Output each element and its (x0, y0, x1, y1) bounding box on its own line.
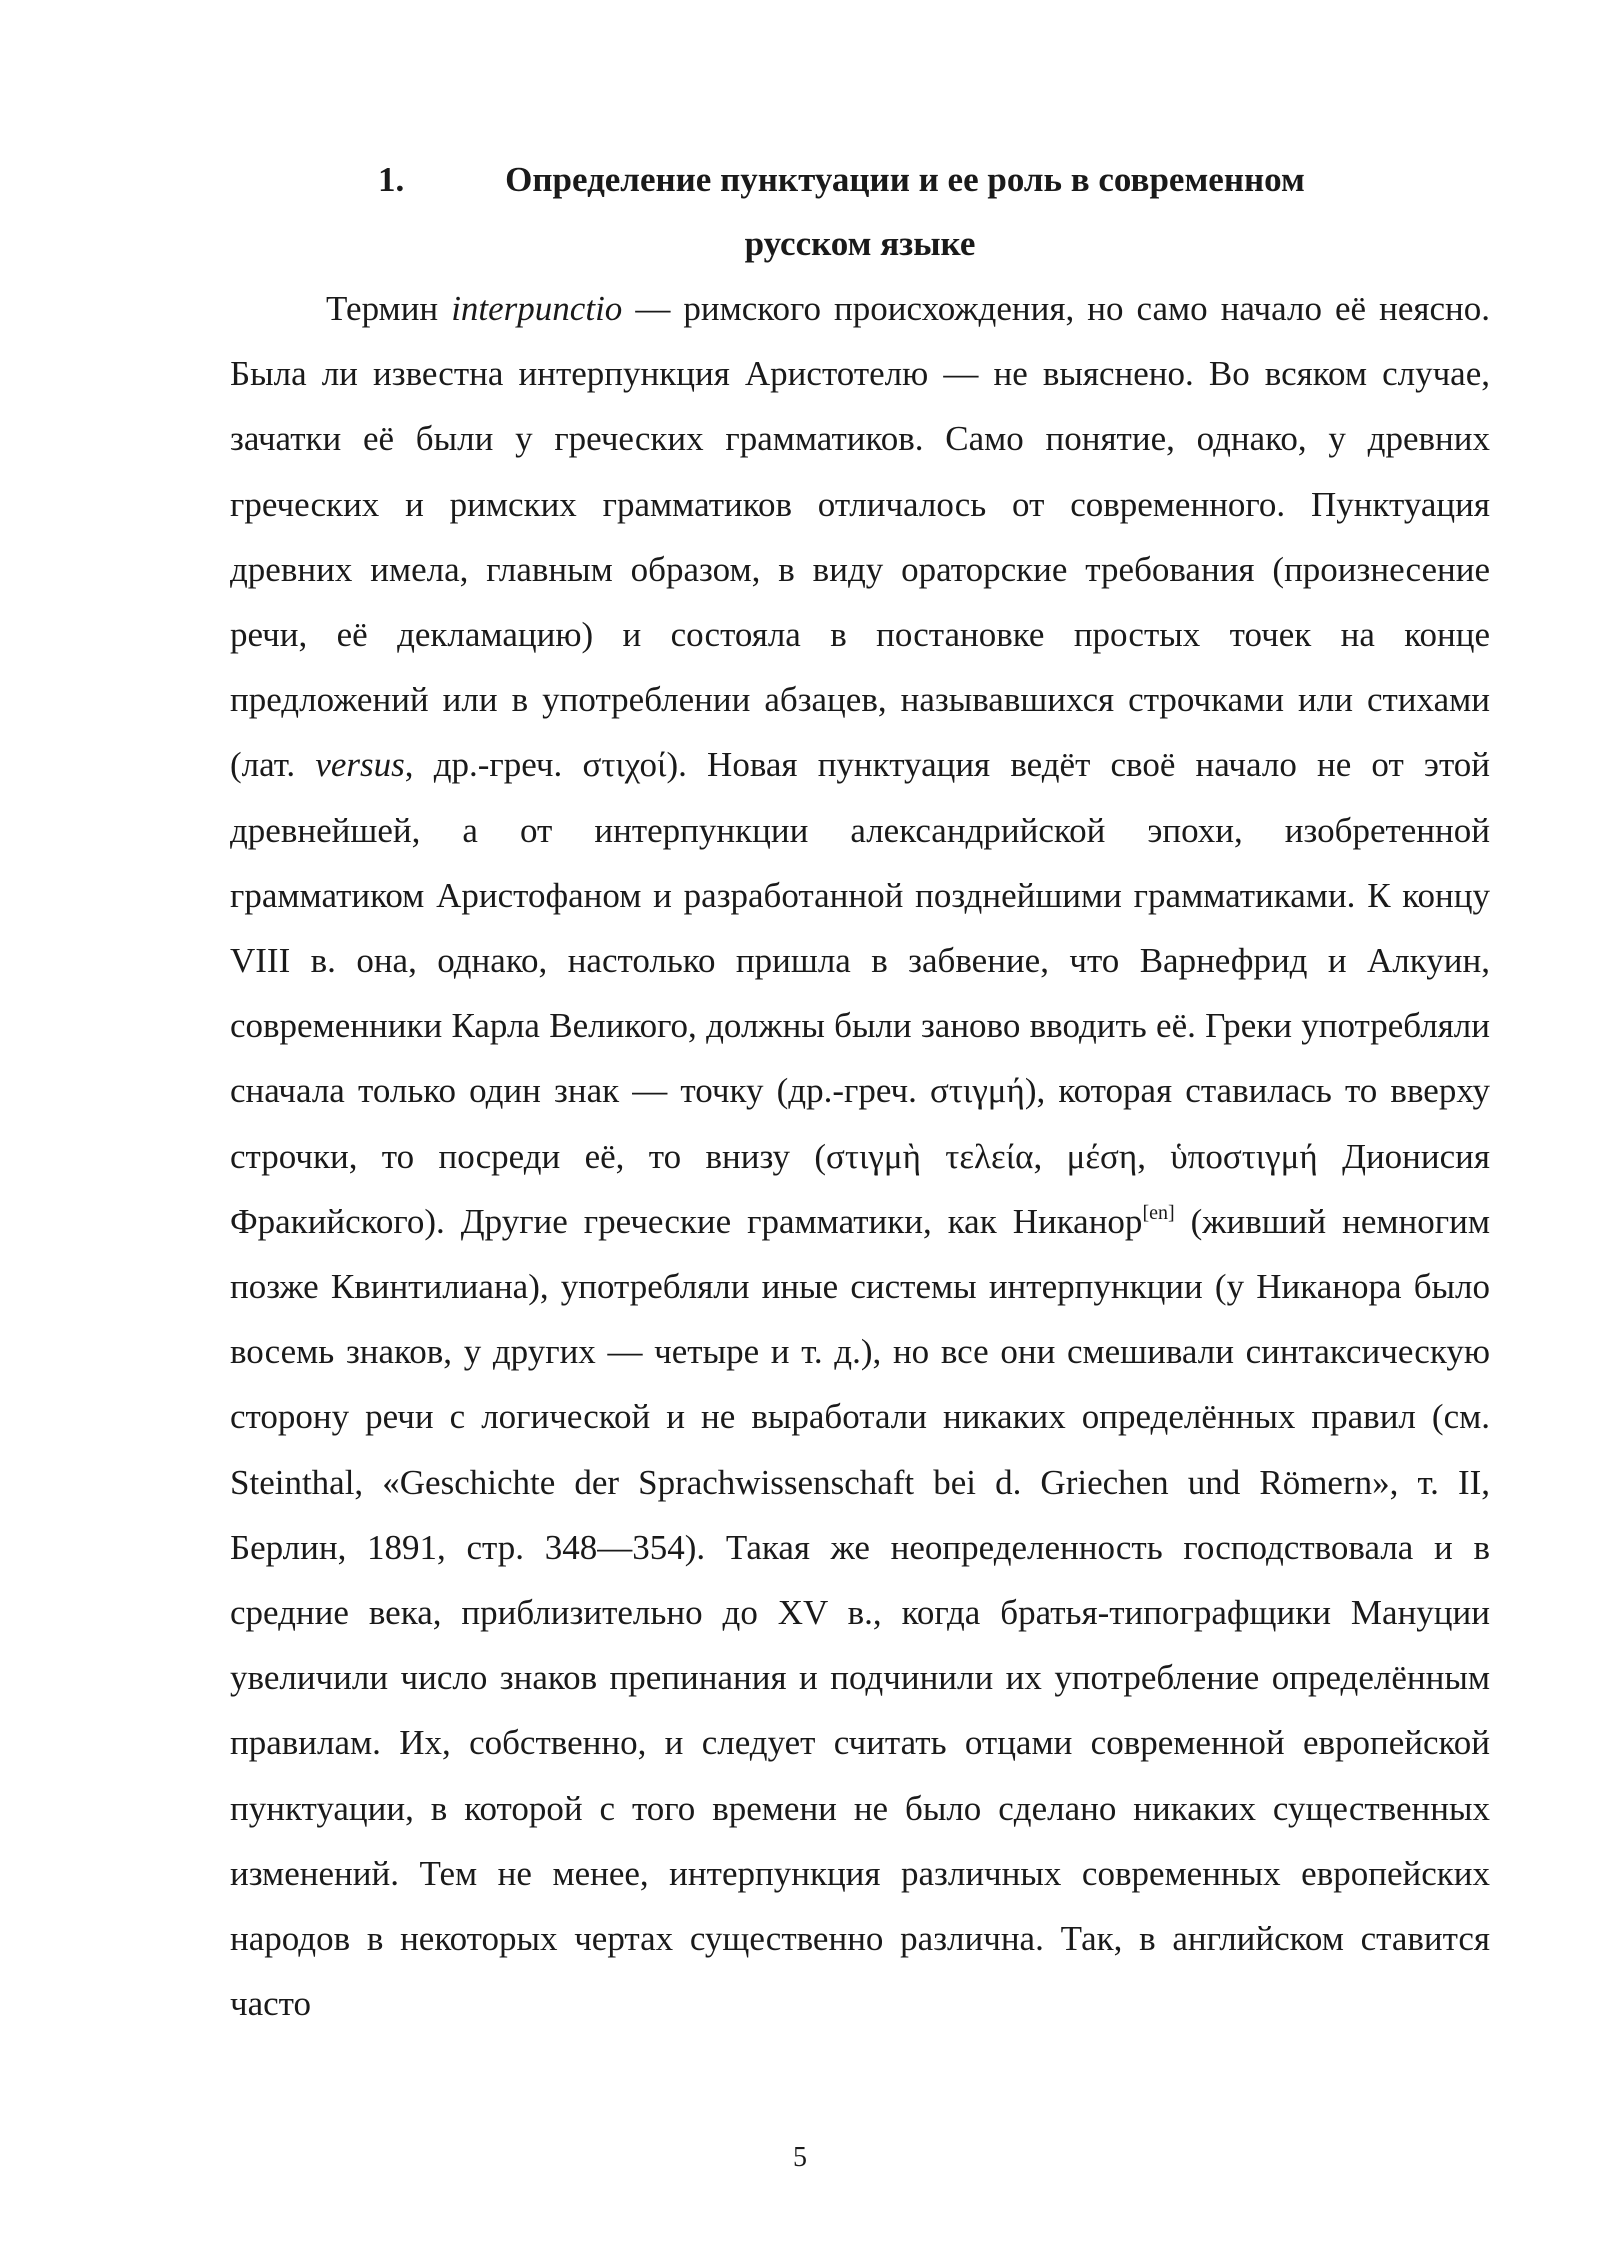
heading-title-line-2: русском языке (744, 224, 976, 263)
paragraph-text-4: (живший немногим позже Квинтилиана), употребляли иные системы интерпункции (у Никанора было восемь знаков, у других — четыре и т. д.), но все они смешивали синтаксическую сторону речи с логической и не выработали никаких определённых правил (см. Steinthal, «Geschichte der Sprachwissenschaft bei d. Griechen und Römern», т. II, Берлин, 1891, стр. 348—354). Такая же неопределенность господствовала и в средние века, приблизительно до XV в., когда братья-типографщики Мануции увеличили число знаков препинания и подчинили их употребление определённым правилам. Их, собственно, и следует считать отцами современной европейской пунктуации, в которой с того времени не было сделано никаких существенных изменений. Тем не менее, интерпункция различных современных европейских народов в некоторых чертах существенно различна. Так, в английском ставится часто (230, 1201, 1490, 2024)
paragraph-text-1: Термин (326, 289, 452, 328)
latin-term: interpunctio (451, 289, 623, 328)
footnote-link[interactable]: [en] (1142, 1201, 1175, 1224)
heading-line-1 (230, 148, 1490, 212)
heading-number: 1. (378, 160, 405, 199)
section-heading (230, 148, 1490, 276)
body-paragraph (230, 276, 1490, 2036)
latin-word-versus: versus (315, 745, 405, 785)
heading-title-line-1: Определение пунктуации и ее роль в современном (505, 160, 1305, 199)
paragraph-text-3: , др.-греч. στιχοί). Новая пунктуация ведёт своё начало не от этой древнейшей, а от интерпункции александрийской эпохи, изобретенной грамматиком Аристофаном и разработанной позднейшими грамматиками. К концу VIII в. она, однако, настолько пришла в забвение, что Варнефрид и Алкуин, современники Карла Великого, должны были заново вводить её. Греки употребляли сначала только один знак — точку (др.-греч. στιγμή), которая ставилась то вверху строчки, то посреди её, то внизу (στιγμὴ τελεία, μέση, ὑποστιγμή Дионисия Фракийского). Другие греческие грамматики, как Никанор (230, 745, 1491, 1241)
paragraph-text-2: — римского происхождения, но само начало её неясно. Была ли известна интерпункция Аристотелю — не выяснено. Во всяком случае, зачатки её были у греческих грамматиков. Само понятие, однако, у древних греческих и римских грамматиков отличалось от современного. Пунктуация древних имела, главным образом, в виду ораторские требования (произнесение речи, её декламацию) и состояла в постановке простых точек на конце предложений или в употреблении абзацев, называвшихся строчками или стихами (лат. (230, 289, 1490, 785)
page-number: 5 (793, 2142, 807, 2173)
